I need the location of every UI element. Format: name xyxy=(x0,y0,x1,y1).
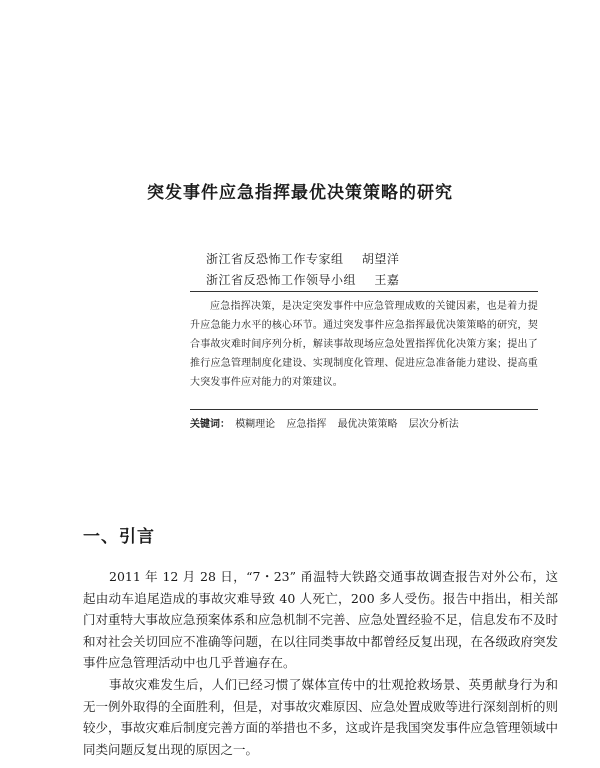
keywords xyxy=(190,415,467,430)
keyword-item: 模糊理论 xyxy=(235,419,276,430)
author-affiliation: 浙江省反恐怖工作领导小组 xyxy=(206,273,357,287)
body-paragraph: 事故灾难发生后，人们已经习惯了媒体宣传中的壮观抢救场景、英勇献身行为和无一例外取得的全面胜利，但是，对事故灾难原因、应急处置成败等进行深刻剖析的则较少，事故灾难后制度完善方面的举措也不多，这或许是我国突发事件应急管理领域中同类问题反复出现的原因之一。 xyxy=(83,677,559,757)
keyword-item: 最优决策策略 xyxy=(337,419,398,430)
keyword-item: 层次分析法 xyxy=(408,419,459,430)
keyword-item: 应急指挥 xyxy=(286,419,327,430)
author-line xyxy=(206,250,399,267)
author-name: 胡望洋 xyxy=(361,252,400,266)
author-affiliation: 浙江省反恐怖工作专家组 xyxy=(206,252,344,266)
author-line xyxy=(206,271,399,288)
abstract-bottom-rule xyxy=(190,409,538,410)
keywords-label: 关键词： xyxy=(190,419,230,430)
abstract-top-rule xyxy=(190,291,538,292)
author-name: 王嘉 xyxy=(374,273,400,287)
section-heading: 一、引言 xyxy=(83,527,155,547)
abstract-text: 应急指挥决策，是决定突发事件中应急管理成败的关键因素，也是着力提升应急能力水平的核心环节。通过突发事件应急指挥最优决策策略的研究，契合事故灾难时间序列分析，解读事故现场应急处置指挥优化决策方案；提出了推行应急管理制度化建设、实现制度化管理、促进应急准备能力建设、提高重大突发事件应对能力的对策建议。 xyxy=(190,301,538,388)
body-paragraph: 2011 年 12 月 28 日，“7・23” 甬温特大铁路交通事故调查报告对外公布，这起由动车追尾造成的事故灾难导致 40 人死亡，200 多人受伤。报告中指出，相关部门对重特大事故应急预案体系和应急机制不完善、应急处置经验不足，信息发布不及时和对社会关切回应不准确等问题，在以往同类事故中都曾经反复出现，在各级政府突发事件应急管理活动中也几乎普遍存在。 xyxy=(83,569,559,671)
paper-title: 突发事件应急指挥最优决策策略的研究 xyxy=(147,183,453,203)
